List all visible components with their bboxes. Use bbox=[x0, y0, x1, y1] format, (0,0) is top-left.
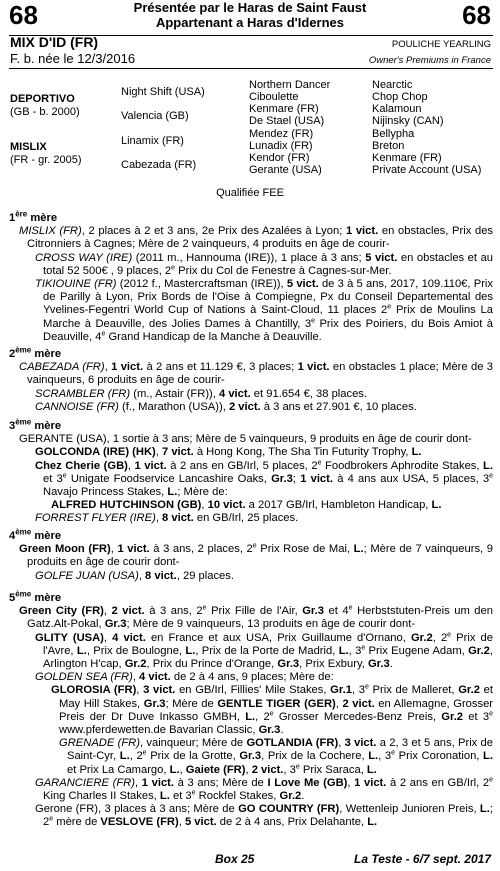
dam-name: MISLIX bbox=[10, 141, 47, 153]
third-dam-produce-1: GOLCONDA (IRE) (HK), 7 vict. à Hong Kong, The Sha Tin Futurity Trophy, L. bbox=[35, 446, 422, 459]
qualification: Qualifiée FEE bbox=[216, 187, 284, 199]
pedigree-divider bbox=[9, 68, 493, 69]
third-dam-produce-2: Chez Cherie (GB), 1 vict. à 2 ans en GB/Irl, 5 places, 2e Foodbrokers Aphrodite Stakes, L. et 3e Unigate Foodservice Lancashire Oaks, Gr.3; 1 vict. à 4 ans aux USA, 5 places, 3e Navajo Princess Stakes, L.; Mère de: bbox=[35, 458, 493, 499]
owner-line: Appartenant a Haras d'Idernes bbox=[155, 15, 345, 30]
fifth-dam-produce-4: Gerone (FR), 3 places à 3 ans; Mère de GO COUNTRY (FR), Wettenleip Junioren Preis, L.; 2e mère de VESLOVE (FR), 5 vict. de 2 à 4 ans, Prix Delahante, L. bbox=[35, 803, 493, 829]
gen3-2: Ciboulette bbox=[249, 91, 299, 103]
gen2-1: Night Shift (USA) bbox=[121, 86, 205, 98]
first-dam-produce-1: CROSS WAY (IRE) (2011 m., Hannouma (IRE)), 1 place à 3 ans; 5 vict. en obstacles et au total 52 500€ , 9 places, 2e Prix du Col de Fenestre à Cagnes-sur-Mer. bbox=[35, 251, 493, 277]
gen3-8: Gerante (USA) bbox=[249, 164, 322, 176]
horse-category: POULICHE YEARLING bbox=[391, 39, 491, 50]
fifth-dam-text: Green City (FR), 2 vict. à 3 ans, 2e Prix Fille de l'Air, Gr.3 et 4e Herbststuten-Preis um den Gatz.Alt-Pokal, Gr.3; Mère de 9 vainqueurs, 13 produits en âge de courir dont- bbox=[19, 604, 493, 631]
gen4-5: Bellypha bbox=[372, 128, 415, 140]
sire-info: (GB - b. 2000) bbox=[10, 106, 80, 118]
gen4-8: Private Account (USA) bbox=[372, 164, 482, 176]
sire-name: DEPORTIVO bbox=[10, 93, 75, 105]
gen3-3: Kenmare (FR) bbox=[249, 103, 319, 115]
owner-premiums: Owner's Premiums in France bbox=[368, 55, 491, 66]
horse-birth: F. b. née le 12/3/2016 bbox=[10, 51, 136, 66]
fifth-dam-heading: 5ème mère bbox=[9, 589, 62, 604]
horse-name: MIX D'ID (FR) bbox=[10, 34, 99, 50]
box-number: Box 25 bbox=[215, 852, 255, 866]
gen3-6: Lunadix (FR) bbox=[249, 140, 313, 152]
third-dam-heading: 3ème mère bbox=[9, 417, 62, 432]
gen4-2: Chop Chop bbox=[372, 91, 428, 103]
fifth-dam-grandproduce-2: GRENADE (FR), vainqueur; Mère de GOTLANDIA (FR), 3 vict. a 2, 3 et 5 ans, Prix de Saint-Cyr, L., 2e Prix de la Grotte, Gr.3, Prix de la Cochere, L., 3e Prix Coronation, L. et Prix La Camargo, L., Gaiete (FR), 2 vict., 3e Prix Saraca, L. bbox=[59, 737, 494, 776]
fifth-dam-section bbox=[9, 589, 494, 830]
lot-number-left: 68 bbox=[9, 0, 38, 30]
fourth-dam-section bbox=[9, 527, 493, 583]
fifth-dam-produce-2: GOLDEN SEA (FR), 4 vict. de 2 à 4 ans, 9 places; Mère de: bbox=[35, 671, 334, 684]
gen2-2: Valencia (GB) bbox=[121, 110, 189, 122]
gen3-4: De Stael (USA) bbox=[249, 115, 325, 127]
gen3-5: Mendez (FR) bbox=[249, 128, 314, 140]
second-dam-section bbox=[9, 345, 494, 414]
gen2-3: Linamix (FR) bbox=[121, 135, 184, 147]
second-dam-produce-1: SCRAMBLER (FR) (m., Astair (FR)), 4 vict. et 91.654 €, 38 places. bbox=[35, 387, 368, 400]
first-dam-section bbox=[9, 209, 494, 344]
third-dam-section bbox=[9, 417, 493, 526]
gen4-7: Kenmare (FR) bbox=[372, 152, 442, 164]
gen4-3: Kalamoun bbox=[372, 103, 422, 115]
dam-info: (FR - gr. 2005) bbox=[10, 154, 82, 166]
fifth-dam-grandproduce-1: GLOROSIA (FR), 3 vict. en GB/Irl, Fillies' Mile Stakes, Gr.1, 3e Prix de Malleret, Gr.2 et May Hill Stakes, Gr.3; Mère de GENTLE TIGER (GER), 2 vict. en Allemagne, Grosser Preis der Dr Duve Inkasso GMBH, L., 2e Grosser Mercedes-Benz Preis, Gr.2 et 3e www.pferdewetten.de Bavarian Classic, Gr.3. bbox=[51, 683, 494, 737]
lot-number-right: 68 bbox=[462, 0, 491, 30]
fifth-dam-produce-3: GARANCIERE (FR), 1 vict. à 3 ans; Mère de I Love Me (GB), 1 vict. à 2 ans en GB/Irl, 2e King Charles II Stakes, L. et 3e Rockfel Stakes, Gr.2. bbox=[35, 776, 494, 803]
first-dam-heading: 1ère mère bbox=[9, 209, 58, 224]
second-dam-text: CABEZADA (FR), 1 vict. à 2 ans et 11.129 €, 3 places; 1 vict. en obstacles 1 place; Mère de 3 vainqueurs, 6 produits en âge de courir- bbox=[19, 361, 494, 387]
second-dam-produce-2: CANNOISE (FR) (f., Marathon (USA)), 2 vict. à 3 ans et 27.901 €, 10 places. bbox=[35, 400, 417, 413]
second-dam-heading: 2ème mère bbox=[9, 345, 62, 360]
gen4-6: Breton bbox=[372, 140, 405, 152]
presenter-line: Présentée par le Haras de Saint Faust bbox=[133, 0, 367, 15]
gen3-1: Northern Dancer bbox=[249, 79, 331, 91]
fifth-dam-produce-1: GLITY (USA), 4 vict. en France et aux USA, Prix Guillaume d'Ornano, Gr.2, 2e Prix de l'Avre, L., Prix de Boulogne, L., Prix de la Porte de Madrid, L., 3e Prix Eugene Adam, Gr.2, Arlington H'cap, Gr.2, Prix du Prince d'Orange, Gr.3, Prix Exbury, Gr.3. bbox=[35, 630, 493, 671]
gen3-7: Kendor (FR) bbox=[249, 152, 310, 164]
sale-info: La Teste - 6/7 sept. 2017 bbox=[354, 852, 491, 866]
third-dam-produce-3: FORREST FLYER (IRE), 8 vict. en GB/Irl, 25 places. bbox=[35, 512, 299, 525]
gen4-4: Nijinsky (CAN) bbox=[372, 115, 444, 127]
third-dam-grandproduce-1: ALFRED HUTCHINSON (GB), 10 vict. a 2017 GB/Irl, Hambleton Handicap, L. bbox=[51, 499, 442, 512]
fourth-dam-produce-1: GOLFE JUAN (USA), 8 vict., 29 places. bbox=[35, 569, 234, 582]
fourth-dam-heading: 4ème mère bbox=[9, 527, 62, 542]
fourth-dam-text: Green Moon (FR), 1 vict. à 3 ans, 2 places, 2e Prix Rose de Mai, L.; Mère de 7 vainqueurs, 9 produits en âge de courir dont- bbox=[19, 542, 493, 569]
first-dam-produce-2: TIKIOUINE (FR) (2012 f., Mastercraftsman (IRE)), 5 vict. de 3 à 5 ans, 2017, 109.110€, Prix de Parilly à Lyon, Prix Bords de l'Oise à Compiegne, Px du Conseil Departemental des Yvelines-Fegentri World Cup of Nations à Saint-Cloud, 11 places 2e Prix de Moulins La Marche à Deauville, des Jolies Dames à Chantilly, 3e Prix des Poiriers, du Bois Amiot à Deauville, 4e Grand Handicap de la Manche à Deauville. bbox=[35, 278, 494, 343]
first-dam-text: MISLIX (FR), 2 places à 2 et 3 ans, 2e Prix des Azalées à Lyon; 1 vict. en obstacles, Prix des Citronniers à Cagnes; Mère de 2 vainqueurs, 4 produits en âge de courir- bbox=[19, 225, 494, 251]
gen2-4: Cabezada (FR) bbox=[121, 159, 197, 171]
third-dam-text: GERANTE (USA), 1 sortie à 3 ans; Mère de 5 vainqueurs, 9 produits en âge de courir dont- bbox=[19, 433, 472, 446]
gen4-1: Nearctic bbox=[372, 79, 413, 91]
